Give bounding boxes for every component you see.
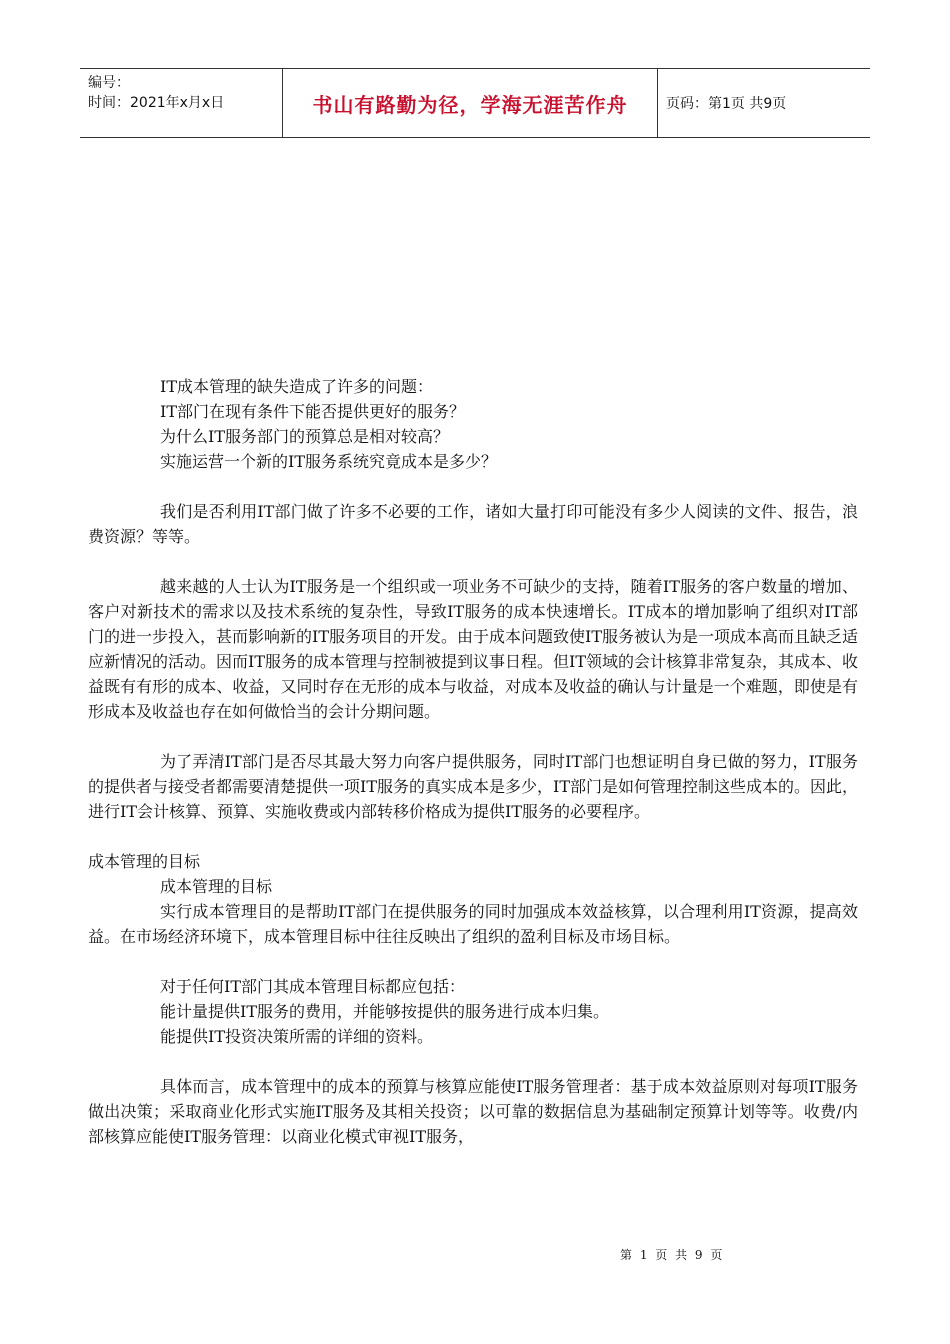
paragraph: 为了弄清IT部门是否尽其最大努力向客户提供服务，同时IT部门也想证明自身已做的努力，IT服务的提供者与接受者都需要清楚提供一项IT服务的真实成本是多少，IT部门是如何管理控制这些成本的。因此，进行IT会计核算、预算、实施收费或内部转移价格成为提供IT服务的必要程序。 bbox=[88, 752, 858, 821]
page-footer: 第 1 页 共 9 页 bbox=[620, 1248, 725, 1262]
header-motto-cell bbox=[282, 69, 658, 137]
paragraph: 实行成本管理目的是帮助IT部门在提供服务的同时加强成本效益核算，以合理利用IT资源，提高效益。在市场经济环境下，成本管理目标中往往反映出了组织的盈利目标及市场目标。 bbox=[88, 902, 858, 946]
paragraph: 越来越的人士认为IT服务是一个组织或一项业务不可缺少的支持，随着IT服务的客户数量的增加、客户对新技术的需求以及技术系统的复杂性，导致IT服务的成本快速增长。IT成本的增加影响了组织对IT部门的进一步投入，甚而影响新的IT服务项目的开发。由于成本问题致使IT服务被认为是一项成本高而且缺乏适应新情况的活动。因而IT服务的成本管理与控制被提到议事日程。但IT领域的会计核算非常复杂，其成本、收益既有有形的成本、收益，又同时存在无形的成本与收益，对成本及收益的确认与计量是一个难题，即使是有形成本及收益也存在如何做恰当的会计分期问题。 bbox=[88, 577, 858, 721]
page-info: 页码：第1页 共9页 bbox=[666, 96, 787, 112]
intro-line: 实施运营一个新的IT服务系统究竟成本是多少？ bbox=[160, 452, 497, 471]
document-body bbox=[88, 374, 858, 1149]
paragraph: 具体而言，成本管理中的成本的预算与核算应能使IT服务管理者：基于成本效益原则对每项IT服务做出决策；采取商业化形式实施IT服务及其相关投资；以可靠的数据信息为基础制定预算计划等等。收费/内部核算应能使IT服务管理：以商业化模式审视IT服务， bbox=[88, 1077, 858, 1146]
header-page-info bbox=[658, 69, 870, 137]
page-header bbox=[80, 68, 870, 138]
paragraph: 我们是否利用IT部门做了许多不必要的工作，诸如大量打印可能没有多少人阅读的文件、报告，浪费资源？等等。 bbox=[88, 502, 858, 546]
intro-line: IT成本管理的缺失造成了许多的问题： bbox=[160, 377, 433, 396]
goal-line: 能计量提供IT服务的费用，并能够按提供的服务进行成本归集。 bbox=[160, 1002, 609, 1021]
motto: 书山有路勤为径，学海无涯苦作舟 bbox=[312, 92, 628, 117]
goal-line: 对于任何IT部门其成本管理目标都应包括： bbox=[160, 977, 465, 996]
intro-line: IT部门在现有条件下能否提供更好的服务？ bbox=[160, 402, 465, 421]
goal-line: 能提供IT投资决策所需的详细的资料。 bbox=[160, 1027, 433, 1046]
time-label: 时间：2021年x月x日 bbox=[88, 95, 225, 111]
number-label: 编号： bbox=[88, 75, 130, 91]
subsection-title: 成本管理的目标 bbox=[160, 877, 273, 896]
header-meta bbox=[80, 69, 282, 137]
section-title: 成本管理的目标 bbox=[88, 852, 201, 871]
intro-line: 为什么IT服务部门的预算总是相对较高？ bbox=[160, 427, 449, 446]
